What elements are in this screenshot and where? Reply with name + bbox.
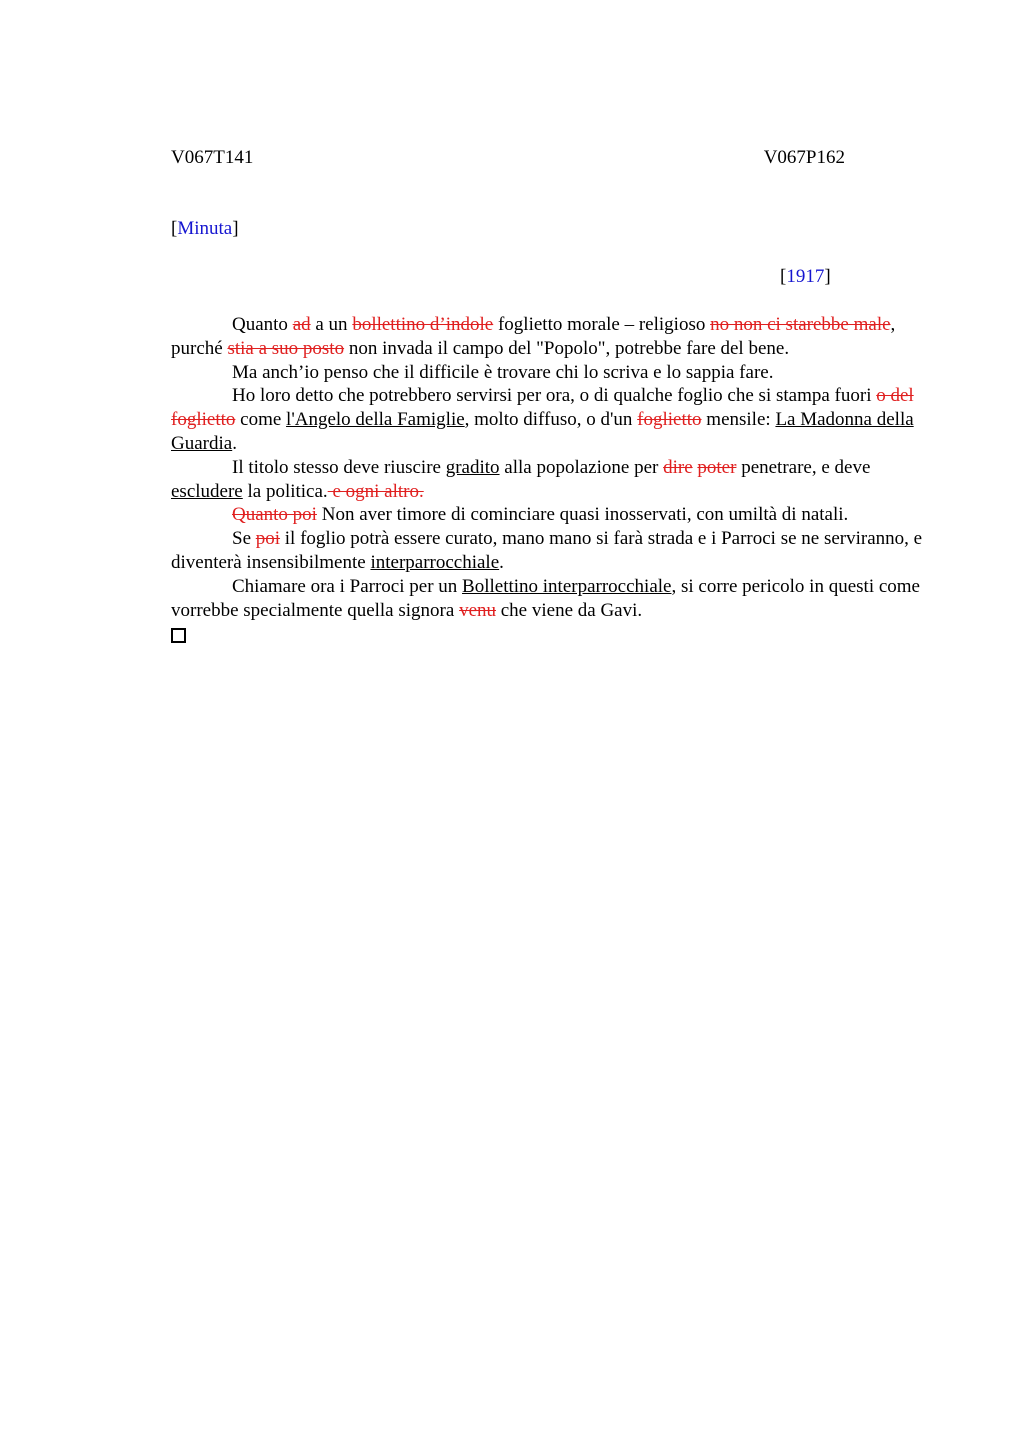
deleted-text: e ogni altro. [327, 480, 424, 502]
deleted-text: dire [663, 456, 693, 478]
text: Se [232, 528, 256, 550]
paragraph-2 [171, 361, 931, 385]
paragraph-1 [171, 313, 931, 361]
deleted-text: foglietto [637, 409, 702, 431]
document-date [780, 266, 831, 288]
end-marker [171, 622, 931, 650]
paragraph-3 [171, 384, 931, 455]
underlined-text: gradito [445, 456, 500, 478]
paragraph-4 [171, 456, 931, 504]
text: a un [310, 314, 353, 335]
text: che viene da Gavi. [496, 599, 643, 621]
text: . [499, 551, 504, 573]
deleted-text: ad [292, 314, 311, 335]
text: Non aver timore di cominciare quasi inosservati, con umiltà di natali. [316, 504, 849, 526]
deleted-text: bollettino d’indole [352, 314, 494, 335]
underlined-text: l'Angelo della Famiglie [286, 409, 465, 431]
underlined-text: La Madonna della Guardia [171, 409, 914, 454]
underlined-text: escludere [171, 480, 243, 502]
deleted-text: venu [459, 599, 496, 621]
paragraph-5 [171, 503, 931, 527]
bracket-open: [ [780, 266, 787, 287]
minuta-label [171, 218, 239, 240]
bracket-close: ] [824, 266, 831, 287]
deleted-text: Quanto poi [232, 504, 317, 526]
text: foglietto morale – religioso [493, 314, 711, 335]
text: mensile: [701, 409, 776, 431]
paragraph-7 [171, 575, 931, 623]
text: . [232, 432, 237, 454]
document-code-left: V067T141 [171, 147, 254, 168]
square-outline-icon [171, 628, 186, 643]
text: , si corre pericolo in questi come vorrebbe specialmente quella signora [171, 575, 920, 621]
deleted-text: stia a suo posto [227, 337, 345, 359]
bracket-open: [ [171, 218, 178, 239]
deleted-text: o del foglietto [171, 385, 914, 431]
deleted-text: no non ci starebbe male [710, 314, 891, 335]
text: il foglio potrà essere curato, mano mano si farà strada e i Parroci se ne serviranno, e diventerà insensibilmente [171, 528, 923, 573]
text: Quanto [232, 314, 293, 335]
bracket-close: ] [232, 218, 239, 239]
paragraph-6 [171, 527, 931, 575]
underlined-text: interparrocchiale [370, 551, 500, 573]
letter-body [171, 313, 931, 650]
minuta-text: Minuta [177, 218, 233, 239]
text: Chiamare ora i Parroci per un [232, 575, 463, 597]
document-code-right: V067P162 [763, 147, 845, 168]
text: Ma anch’io penso che il difficile è trovare chi lo scriva e lo sappia fare. [232, 361, 774, 383]
text: penetrare, e deve [736, 456, 871, 478]
text: Ho loro detto che potrebbero servirsi per ora, o di qualche foglio che si stampa fuori [232, 385, 877, 407]
underlined-text: Bollettino interparrocchiale [462, 575, 672, 597]
deleted-text: poter [697, 456, 737, 478]
text: non invada il campo del "Popolo", potrebbe fare del bene. [344, 337, 790, 359]
text: , molto diffuso, o d'un [464, 409, 638, 431]
text: Il titolo stesso deve riuscire [232, 456, 446, 478]
text: la politica. [242, 480, 328, 502]
deleted-text: poi [255, 528, 281, 550]
text: alla popolazione per [499, 456, 664, 478]
text: come [235, 409, 287, 431]
text: , purché [171, 314, 896, 359]
date-year: 1917 [786, 266, 825, 287]
